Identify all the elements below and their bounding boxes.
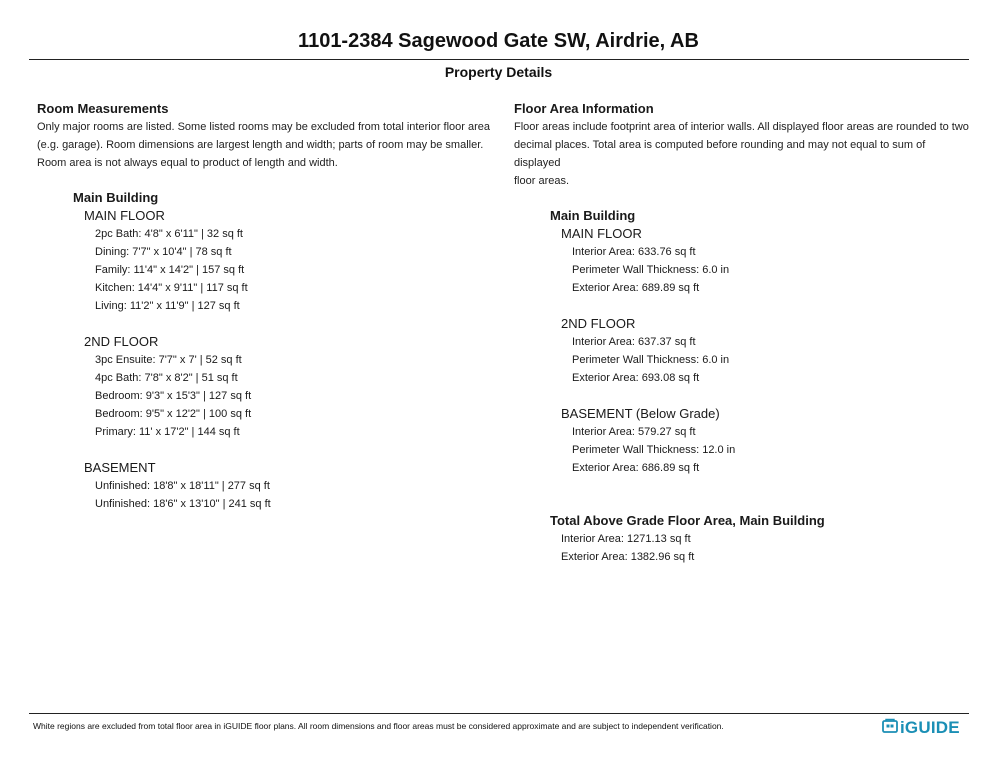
description-line: floor areas. — [514, 175, 570, 187]
area-entry: Interior Area: 633.76 sq ft — [572, 246, 696, 258]
floor-area-description — [514, 118, 974, 190]
building-title: Main Building — [550, 208, 636, 223]
main-building-areas — [550, 207, 974, 495]
room-entry: Unfinished: 18'6" x 13'10" | 241 sq ft — [95, 498, 271, 510]
room-entry: Kitchen: 14'4" x 9'11" | 117 sq ft — [95, 282, 248, 294]
title-divider — [29, 59, 969, 60]
area-entry: Exterior Area: 693.08 sq ft — [572, 372, 700, 384]
room-entry: 3pc Ensuite: 7'7" x 7' | 52 sq ft — [95, 354, 242, 366]
floor-name-main: MAIN FLOOR — [561, 226, 642, 241]
total-area-block — [550, 512, 974, 566]
iguide-logo — [882, 717, 960, 739]
floor-name-main: MAIN FLOOR — [84, 208, 165, 223]
room-measurements-description — [37, 118, 497, 172]
room-entry: 2pc Bath: 4'8" x 6'11" | 32 sq ft — [95, 228, 243, 240]
total-interior-area: Interior Area: 1271.13 sq ft — [561, 533, 691, 545]
total-exterior-area: Exterior Area: 1382.96 sq ft — [561, 551, 695, 563]
floor-name-2nd: 2ND FLOOR — [84, 334, 159, 349]
room-entry: Dining: 7'7" x 10'4" | 78 sq ft — [95, 246, 232, 258]
main-building-rooms — [73, 189, 497, 513]
floor-area-section — [514, 100, 974, 566]
description-line: (e.g. garage). Room dimensions are largest length and width; parts of room may be smaller. — [37, 139, 484, 151]
area-entry: Interior Area: 637.37 sq ft — [572, 336, 696, 348]
total-area-title: Total Above Grade Floor Area, Main Building — [550, 513, 825, 528]
iguide-box-icon — [882, 718, 900, 739]
floor-area-heading: Floor Area Information — [514, 101, 654, 116]
description-line: decimal places. Total area is computed before rounding and may not equal to sum of displayed — [514, 139, 926, 169]
area-entry: Interior Area: 579.27 sq ft — [572, 426, 696, 438]
floor-name-2nd: 2ND FLOOR — [561, 316, 636, 331]
building-title: Main Building — [73, 190, 159, 205]
description-line: Floor areas include footprint area of interior walls. All displayed floor areas are rounded to two — [514, 121, 969, 133]
floor-name-basement: BASEMENT — [84, 460, 156, 475]
area-entry: Perimeter Wall Thickness: 6.0 in — [572, 264, 730, 276]
footer-disclaimer: White regions are excluded from total floor area in iGUIDE floor plans. All room dimensions and floor areas must be considered approximate and are subject to independent verification. — [33, 721, 724, 731]
room-entry: 4pc Bath: 7'8" x 8'2" | 51 sq ft — [95, 372, 238, 384]
room-entry: Bedroom: 9'5" x 12'2" | 100 sq ft — [95, 408, 252, 420]
room-entry: Living: 11'2" x 11'9" | 127 sq ft — [95, 300, 240, 312]
description-line: Room area is not always equal to product of length and width. — [37, 157, 338, 169]
room-entry: Bedroom: 9'3" x 15'3" | 127 sq ft — [95, 390, 252, 402]
area-entry: Exterior Area: 686.89 sq ft — [572, 462, 700, 474]
room-measurements-section — [37, 100, 497, 513]
room-entry: Primary: 11' x 17'2" | 144 sq ft — [95, 426, 240, 438]
page-title: 1101-2384 Sagewood Gate SW, Airdrie, AB — [298, 30, 699, 52]
area-entry: Perimeter Wall Thickness: 6.0 in — [572, 354, 730, 366]
page-subtitle: Property Details — [444, 64, 553, 80]
area-entry: Perimeter Wall Thickness: 12.0 in — [572, 444, 736, 456]
description-line: Only major rooms are listed. Some listed rooms may be excluded from total interior floor area — [37, 121, 491, 133]
area-entry: Exterior Area: 689.89 sq ft — [572, 282, 700, 294]
room-entry: Unfinished: 18'8" x 18'11" | 277 sq ft — [95, 480, 270, 492]
floor-name-basement: BASEMENT (Below Grade) — [561, 406, 720, 421]
room-entry: Family: 11'4" x 14'2" | 157 sq ft — [95, 264, 245, 276]
footer-divider — [29, 713, 969, 714]
iguide-logo-text: iGUIDE — [900, 718, 960, 737]
room-measurements-heading: Room Measurements — [37, 101, 169, 116]
